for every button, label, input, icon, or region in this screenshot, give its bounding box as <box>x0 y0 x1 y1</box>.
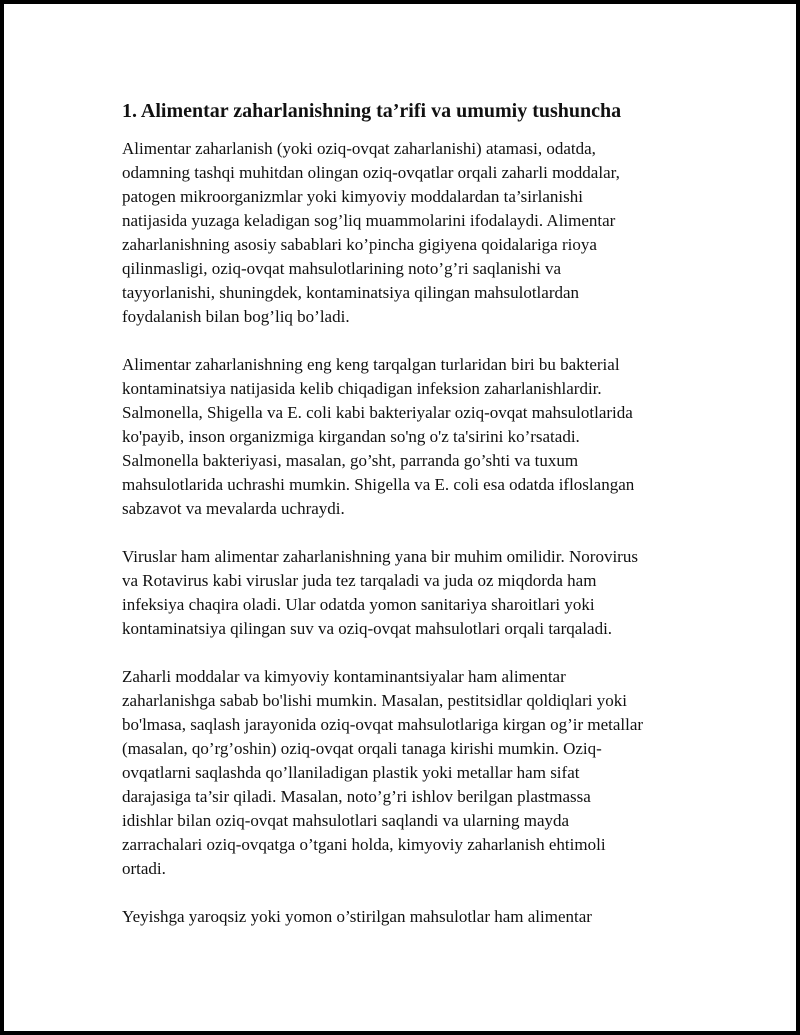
text-line: tayyorlanishi, shuningdek, kontaminatsiya qilingan mahsulotlardan <box>122 283 580 302</box>
section-heading: 1. Alimentar zaharlanishning ta’rifi va umumiy tushuncha <box>122 100 622 122</box>
text-line: Alimentar zaharlanishning eng keng tarqalgan turlaridan biri bu bakterial <box>122 355 620 374</box>
text-line: kontaminatsiya qilingan suv va oziq-ovqat mahsulotlari orqali tarqaladi. <box>122 619 613 638</box>
text-line: idishlar bilan oziq-ovqat mahsulotlari saqlandi va ularning mayda <box>122 811 570 830</box>
text-line: natijasida yuzaga keladigan sog’liq muammolarini ifodalaydi. Alimentar <box>122 211 616 230</box>
document-body <box>122 97 702 953</box>
text-line: darajasiga ta’sir qiladi. Masalan, noto’g’ri ishlov berilgan plastmassa <box>122 787 591 806</box>
text-line: Viruslar ham alimentar zaharlanishning yana bir muhim omilidir. Norovirus <box>122 547 638 566</box>
text-line: va Rotavirus kabi viruslar juda tez tarqaladi va juda oz miqdorda ham <box>122 571 597 590</box>
paragraph <box>122 905 702 929</box>
text-line: qilinmasligi, oziq-ovqat mahsulotlarining noto’g’ri saqlanishi va <box>122 259 562 278</box>
text-line: patogen mikroorganizmlar yoki kimyoviy moddalardan ta’sirlanishi <box>122 187 583 206</box>
text-line: Salmonella, Shigella va E. coli kabi bakteriyalar oziq-ovqat mahsulotlarida <box>122 403 633 422</box>
text-line: zarrachalari oziq-ovqatga o’tgani holda, kimyoviy zaharlanish ehtimoli <box>122 835 606 854</box>
paragraph <box>122 545 702 641</box>
paragraph <box>122 137 702 329</box>
text-line: foydalanish bilan bog’liq bo’ladi. <box>122 307 350 326</box>
text-line: infeksiya chaqira oladi. Ular odatda yomon sanitariya sharoitlari yoki <box>122 595 595 614</box>
paragraph <box>122 665 702 881</box>
text-line: (masalan, qo’rg’oshin) oziq-ovqat orqali tanaga kirishi mumkin. Oziq- <box>122 739 602 758</box>
text-line: Yeyishga yaroqsiz yoki yomon o’stirilgan mahsulotlar ham alimentar <box>122 907 592 926</box>
text-line: zaharlanishning asosiy sabablari ko’pincha gigiyena qoidalariga rioya <box>122 235 597 254</box>
paragraph <box>122 353 702 521</box>
text-line: sabzavot va mevalarda uchraydi. <box>122 499 345 518</box>
text-line: Salmonella bakteriyasi, masalan, go’sht, parranda go’shti va tuxum <box>122 451 579 470</box>
text-line: ovqatlarni saqlashda qo’llaniladigan plastik yoki metallar ham sifat <box>122 763 580 782</box>
text-line: kontaminatsiya natijasida kelib chiqadigan infeksion zaharlanishlardir. <box>122 379 602 398</box>
text-line: odamning tashqi muhitdan olingan oziq-ovqatlar orqali zaharli moddalar, <box>122 163 620 182</box>
text-line: mahsulotlarida uchrashi mumkin. Shigella va E. coli esa odatda ifloslangan <box>122 475 635 494</box>
text-line: ortadi. <box>122 859 166 878</box>
text-line: zaharlanishga sabab bo'lishi mumkin. Masalan, pestitsidlar qoldiqlari yoki <box>122 691 627 710</box>
text-line: Zaharli moddalar va kimyoviy kontaminantsiyalar ham alimentar <box>122 667 566 686</box>
text-line: bo'lmasa, saqlash jarayonida oziq-ovqat mahsulotlariga kirgan og’ir metallar <box>122 715 644 734</box>
text-line: Alimentar zaharlanish (yoki oziq-ovqat zaharlanishi) atamasi, odatda, <box>122 139 596 158</box>
text-line: ko'payib, inson organizmiga kirgandan so'ng o'z ta'sirini ko’rsatadi. <box>122 427 580 446</box>
